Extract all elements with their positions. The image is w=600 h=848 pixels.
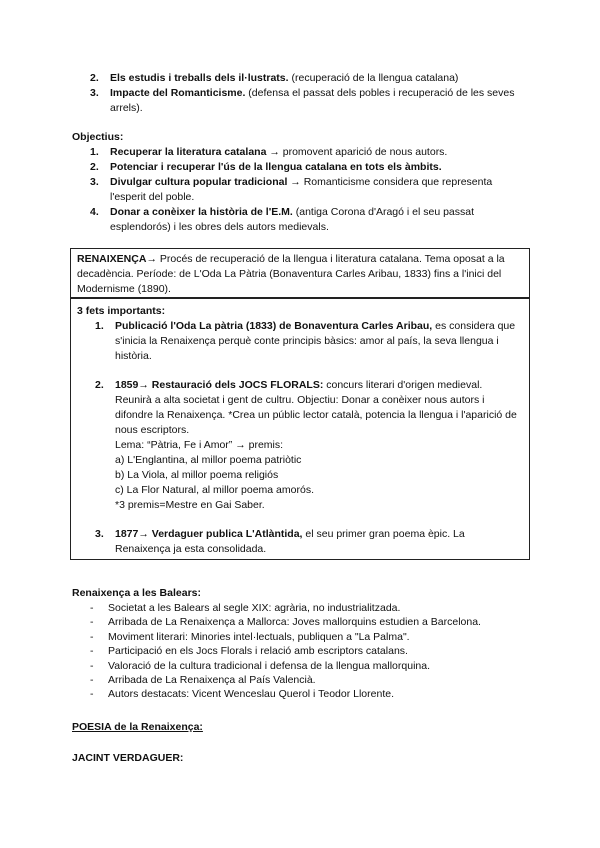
item-text: Arribada de La Renaixença al País Valencià. xyxy=(108,673,316,686)
list-item xyxy=(90,160,520,175)
dash-bullet: - xyxy=(90,673,94,686)
poesia-heading: POESIA de la Renaixença: xyxy=(72,721,203,733)
list-number: 2. xyxy=(90,161,99,173)
dash-bullet: - xyxy=(90,688,94,701)
balears-list xyxy=(90,601,570,702)
item-text: Autors destacats: Vicent Wenceslau Querol i Teodor Llorente. xyxy=(108,688,394,701)
verdaguer-heading: JACINT VERDAGUER: xyxy=(72,752,184,764)
list-item xyxy=(90,205,520,235)
item-bold: Impacte del Romanticisme. xyxy=(110,87,246,99)
list-item xyxy=(90,601,570,615)
item-text: Participació en els Jocs Florals i relació amb escriptors catalans. xyxy=(108,645,408,658)
dash-bullet: - xyxy=(90,659,94,672)
list-number: 1. xyxy=(90,146,99,158)
objectius-list xyxy=(90,145,520,235)
renaixenca-definition: → Procés de recuperació de la llengua i literatura catalana. Tema oposat a la decadència. Període: de L'Oda La Pàtria (Bonaventura Carles Aribau, 1833) fins a l'inici del Modernisme (1890). xyxy=(77,253,505,295)
item-text: → Romanticisme considera que representa l'esperit del poble. xyxy=(110,176,493,203)
item-bold: Recuperar la literatura catalana xyxy=(110,146,267,158)
lema-line: Lema: “Pàtria, Fe i Amor” → premis: xyxy=(115,439,284,451)
dash-bullet: - xyxy=(90,645,94,658)
list-item xyxy=(90,659,570,673)
list-number: 4. xyxy=(90,206,99,218)
objectius-heading: Objectius: xyxy=(72,131,124,143)
list-item xyxy=(90,673,570,687)
list-item xyxy=(90,175,520,205)
premi-line: b) La Viola, al millor poema religiós xyxy=(115,469,279,481)
renaixenca-term: RENAIXENÇA xyxy=(77,253,147,265)
list-item xyxy=(95,378,520,513)
list-item xyxy=(90,615,570,629)
renaixenca-definition-box xyxy=(70,248,530,298)
list-number: 3. xyxy=(95,528,104,540)
premis-note: *3 premis=Mestre en Gai Saber. xyxy=(115,499,265,511)
item-text: el seu primer gran poema èpic. La Renaixença ja esta consolidada. xyxy=(115,528,465,555)
list-item xyxy=(95,319,520,364)
item-text: concurs literari d'origen medieval. Reunirà a alta societat i gent de cultru. Objectiu: Donar a conèixer nous autors i difondre la Renaixença. *Crea un públic lector català, potencia la llengua i l'aparició de nous escriptors. xyxy=(115,379,517,436)
list-number: 2. xyxy=(95,379,104,391)
premi-line: a) L'Englantina, al millor poema patriòtic xyxy=(115,454,302,466)
item-bold: Publicació l'Oda La pàtria (1833) de Bonaventura Carles Aribau, xyxy=(115,320,433,332)
list-item xyxy=(90,71,520,86)
dash-bullet: - xyxy=(90,630,94,643)
dash-bullet: - xyxy=(90,616,94,629)
item-bold: 1859→ Restauració dels JOCS FLORALS: xyxy=(115,379,324,391)
fets-list xyxy=(95,319,520,557)
item-bold: 1877→ Verdaguer publica L'Atlàntida, xyxy=(115,528,303,540)
item-bold: Potenciar i recuperar l'ús de la llengua catalana en tots els àmbits. xyxy=(110,161,442,173)
item-text: Valoració de la cultura tradicional i defensa de la llengua mallorquina. xyxy=(108,659,431,672)
fets-heading: 3 fets importants: xyxy=(77,305,166,317)
list-item xyxy=(90,145,520,160)
list-number: 3. xyxy=(90,87,99,99)
list-number: 1. xyxy=(95,320,104,332)
list-item xyxy=(90,687,570,701)
item-text: (antiga Corona d'Aragó i el seu passat esplendorós) i les obres dels autors medievals. xyxy=(110,206,475,233)
item-text: Societat a les Balears al segle XIX: agrària, no industrialitzada. xyxy=(108,602,401,614)
item-text: → promovent aparició de nous autors. xyxy=(266,146,448,158)
item-text: es considera que s'inicia la Renaixença perquè conte principis bàsics: amor al país, la seva llengua i història. xyxy=(115,320,516,362)
list-item xyxy=(90,644,570,658)
list-number: 2. xyxy=(90,72,99,84)
dash-bullet: - xyxy=(90,602,94,614)
item-text: Moviment literari: Minories intel·lectuals, publiquen a "La Palma". xyxy=(108,630,410,643)
fets-importants-box xyxy=(70,298,530,560)
list-item xyxy=(95,527,520,557)
list-item xyxy=(90,630,570,644)
item-bold: Els estudis i treballs dels il·lustrats. xyxy=(110,72,289,84)
item-text: Arribada de La Renaixença a Mallorca: Joves mallorquins estudien a Barcelona. xyxy=(108,616,481,629)
item-bold: Donar a conèixer la història de l'E.M. xyxy=(110,206,293,218)
balears-heading: Renaixença a les Balears: xyxy=(72,587,201,599)
item-text: (defensa el passat dels pobles i recuperació de les seves arrels). xyxy=(110,87,515,114)
item-text: (recuperació de la llengua catalana) xyxy=(288,72,459,84)
premi-line: c) La Flor Natural, al millor poema amorós. xyxy=(115,484,314,496)
top-list xyxy=(90,71,520,116)
list-item xyxy=(90,86,520,116)
item-bold: Divulgar cultura popular tradicional xyxy=(110,176,288,188)
list-number: 3. xyxy=(90,176,99,188)
